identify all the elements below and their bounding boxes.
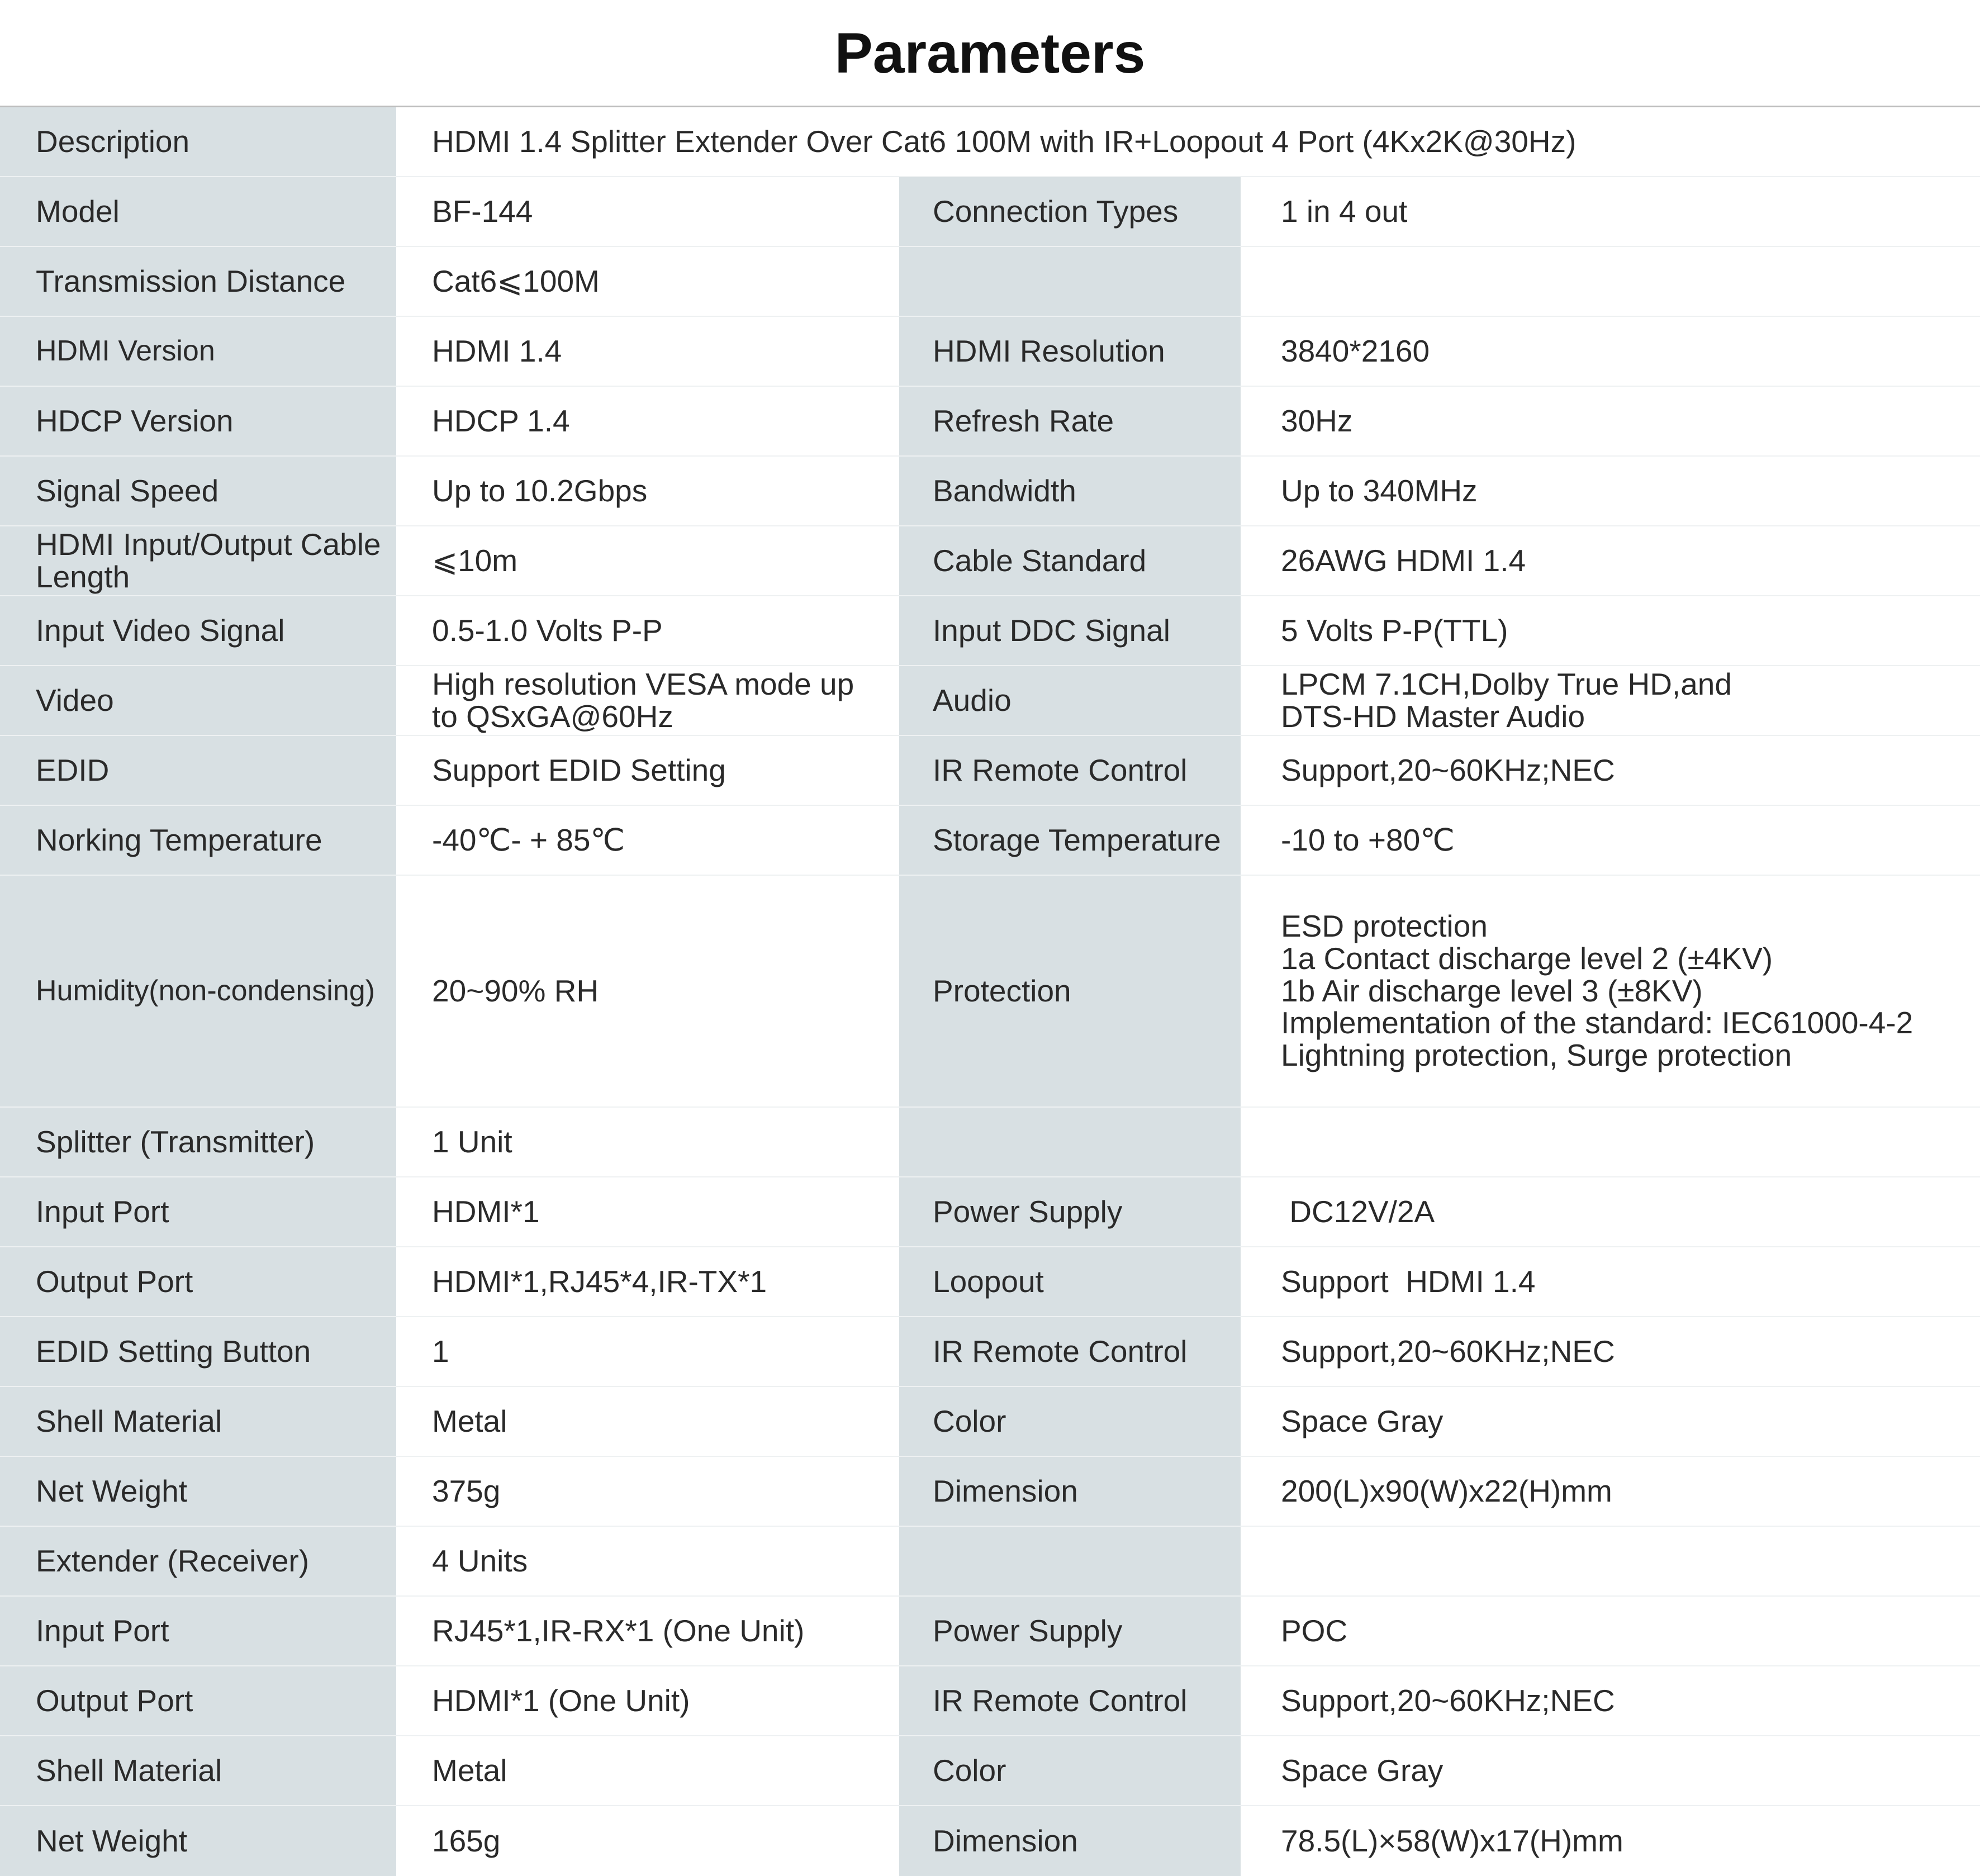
row-value: Cat6⩽100M (396, 247, 899, 317)
row-label-right: Dimension (899, 1457, 1241, 1527)
row-label-right: Color (899, 1736, 1241, 1806)
row-value: HDMI*1 (One Unit) (396, 1666, 899, 1736)
row-label-right: Refresh Rate (899, 387, 1241, 457)
row-value-right: Support,20~60KHz;NEC (1241, 1317, 1980, 1387)
row-value: Support EDID Setting (396, 736, 899, 806)
row-value-right: Support,20~60KHz;NEC (1241, 736, 1980, 806)
row-value: 20~90% RH (396, 876, 899, 1108)
row-value-right: 30Hz (1241, 387, 1980, 457)
row-value-right: 3840*2160 (1241, 317, 1980, 387)
row-label: Net Weight (0, 1457, 396, 1527)
description-value: HDMI 1.4 Splitter Extender Over Cat6 100M with IR+Loopout 4 Port (4Kx2K@30Hz) (396, 107, 1980, 177)
row-value: HDMI 1.4 (396, 317, 899, 387)
row-value-right (1241, 666, 1980, 736)
row-value-right (1241, 1108, 1980, 1177)
row-value: BF-144 (396, 177, 899, 247)
row-label: Input Video Signal (0, 596, 396, 666)
protection-line: 1b Air discharge level 3 (±8KV) (1281, 973, 1703, 1008)
row-value-right: 200(L)x90(W)x22(H)mm (1241, 1457, 1980, 1527)
row-value: 1 Unit (396, 1108, 899, 1177)
row-value: HDMI*1 (396, 1177, 899, 1247)
row-label-right: Color (899, 1387, 1241, 1457)
row-value: ⩽10m (396, 526, 899, 596)
row-value: Metal (396, 1387, 899, 1457)
row-label-right: IR Remote Control (899, 736, 1241, 806)
section-label: Extender (Receiver) (0, 1527, 396, 1597)
row-label: Model (0, 177, 396, 247)
row-label: Humidity(non-condensing) (0, 876, 396, 1108)
row-value-right: Up to 340MHz (1241, 457, 1980, 526)
row-label-right: HDMI Resolution (899, 317, 1241, 387)
row-value: 0.5-1.0 Volts P-P (396, 596, 899, 666)
row-label-right (899, 247, 1241, 317)
row-label-right: Power Supply (899, 1177, 1241, 1247)
protection-line: Lightning protection, Surge protection (1281, 1038, 1792, 1073)
row-value: HDCP 1.4 (396, 387, 899, 457)
row-label: EDID (0, 736, 396, 806)
row-value-right: -10 to +80℃ (1241, 806, 1980, 876)
row-label-line: Length (36, 559, 130, 594)
row-value: Up to 10.2Gbps (396, 457, 899, 526)
row-value: 165g (396, 1806, 899, 1876)
row-label-right: Dimension (899, 1806, 1241, 1876)
row-value-right: POC (1241, 1597, 1980, 1666)
row-label: Input Port (0, 1177, 396, 1247)
row-label-right (899, 1527, 1241, 1597)
row-label: Signal Speed (0, 457, 396, 526)
row-label: EDID Setting Button (0, 1317, 396, 1387)
row-label-right: Input DDC Signal (899, 596, 1241, 666)
row-label-right: Loopout (899, 1247, 1241, 1317)
row-label: Norking Temperature (0, 806, 396, 876)
row-label-right: Storage Temperature (899, 806, 1241, 876)
row-value-right: DC12V/2A (1241, 1177, 1980, 1247)
row-label: Output Port (0, 1666, 396, 1736)
row-value-right: 5 Volts P-P(TTL) (1241, 596, 1980, 666)
row-label-right: Bandwidth (899, 457, 1241, 526)
row-value-right: Support,20~60KHz;NEC (1241, 1666, 1980, 1736)
protection-line: ESD protection (1281, 909, 1488, 944)
row-value: 1 (396, 1317, 899, 1387)
row-value: RJ45*1,IR-RX*1 (One Unit) (396, 1597, 899, 1666)
row-value: Metal (396, 1736, 899, 1806)
row-value-line: LPCM 7.1CH,Dolby True HD,and (1281, 666, 1732, 701)
row-value-right: 1 in 4 out (1241, 177, 1980, 247)
row-value-right: Support HDMI 1.4 (1241, 1247, 1980, 1317)
row-value-right (1241, 1527, 1980, 1597)
protection-details (1241, 876, 1980, 1108)
row-value: 4 Units (396, 1527, 899, 1597)
row-value: -40℃- + 85℃ (396, 806, 899, 876)
row-value-line: DTS-HD Master Audio (1281, 699, 1585, 734)
row-label: Video (0, 666, 396, 736)
row-label: HDCP Version (0, 387, 396, 457)
row-label-right: Audio (899, 666, 1241, 736)
row-value: 375g (396, 1457, 899, 1527)
row-label: Input Port (0, 1597, 396, 1666)
row-label-line: HDMI Input/Output Cable (36, 526, 381, 562)
row-label: Net Weight (0, 1806, 396, 1876)
protection-line: 1a Contact discharge level 2 (±4KV) (1281, 941, 1773, 976)
row-label-right (899, 1108, 1241, 1177)
row-label-right: IR Remote Control (899, 1317, 1241, 1387)
row-value-line: to QSxGA@60Hz (432, 699, 673, 734)
row-label-right: IR Remote Control (899, 1666, 1241, 1736)
row-value-line: High resolution VESA mode up (432, 666, 854, 701)
row-label-right: Cable Standard (899, 526, 1241, 596)
protection-line: Implementation of the standard: IEC61000-4-2 (1281, 1005, 1913, 1041)
description-label: Description (0, 107, 396, 177)
row-label-right: Protection (899, 876, 1241, 1108)
row-label-right: Connection Types (899, 177, 1241, 247)
section-label: Splitter (Transmitter) (0, 1108, 396, 1177)
row-label: Transmission Distance (0, 247, 396, 317)
row-value-right: 26AWG HDMI 1.4 (1241, 526, 1980, 596)
row-value (396, 666, 899, 736)
row-label: Shell Material (0, 1736, 396, 1806)
row-label: Shell Material (0, 1387, 396, 1457)
row-label: HDMI Version (0, 317, 396, 387)
row-value-right (1241, 247, 1980, 317)
row-label: Output Port (0, 1247, 396, 1317)
parameters-table (0, 107, 1980, 1876)
row-value-right: Space Gray (1241, 1736, 1980, 1806)
row-value-right: Space Gray (1241, 1387, 1980, 1457)
page-title: Parameters (834, 21, 1146, 85)
row-value-right: 78.5(L)×58(W)x17(H)mm (1241, 1806, 1980, 1876)
row-label-right: Power Supply (899, 1597, 1241, 1666)
row-value: HDMI*1,RJ45*4,IR-TX*1 (396, 1247, 899, 1317)
row-label (0, 526, 396, 596)
